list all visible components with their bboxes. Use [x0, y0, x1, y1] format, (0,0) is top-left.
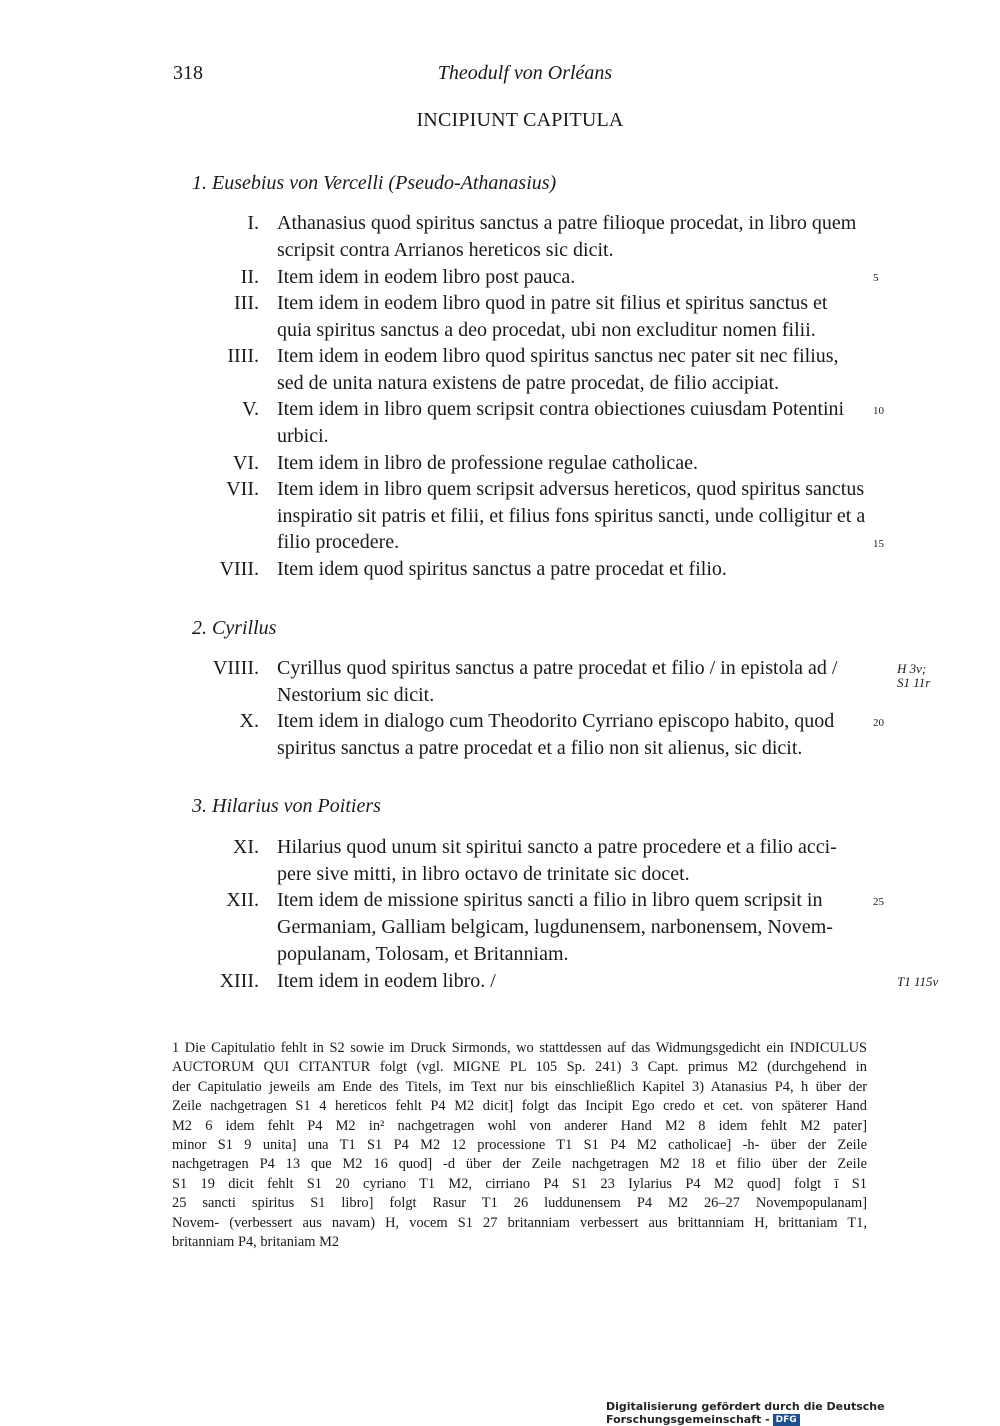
entry-number: XII. — [226, 889, 259, 911]
entry-number: II. — [240, 266, 259, 288]
entry-line: Item idem in eodem libro quod in patre sit filius et spiritus sanctus et — [277, 292, 828, 314]
line-number: 10 — [873, 405, 884, 417]
line-number: 25 — [873, 896, 884, 908]
entry-number: VII. — [226, 478, 259, 500]
entry-line: Item idem in eodem libro. / — [277, 970, 496, 992]
entry-line: pere sive mitti, in libro octavo de trinitate sic docet. — [277, 863, 690, 885]
digitization-credit — [606, 1400, 1000, 1426]
margin-note: H 3v; — [897, 661, 927, 676]
footnote-line: 25 sancti spiritus S1 libro] folgt Rasur T1 26 luddunensem P4 M2 26–27 Novempopulanam] — [172, 1195, 867, 1212]
section-heading: 2. Cyrillus — [192, 617, 277, 639]
footnote-line: 1 Die Capitulatio fehlt in S2 sowie im Druck Sirmonds, wo stattdessen auf das Widmungsgedicht ein INDICULUS — [172, 1040, 867, 1056]
entry-line: Item idem in eodem libro post pauca. — [277, 266, 576, 288]
entry-line: Hilarius quod unum sit spiritui sancto a patre procedere et a filio acci- — [277, 836, 837, 858]
margin-note: T1 115v — [897, 974, 939, 989]
entry-number: V. — [242, 398, 259, 420]
critical-apparatus — [172, 1039, 867, 1252]
entry-line: Germaniam, Galliam belgicam, lugdunensem, narbonensem, Novem- — [277, 916, 833, 938]
line-number: 20 — [873, 717, 884, 729]
entry-line: spiritus sanctus a patre procedat et a filio non sit alienus, sic dicit. — [277, 737, 803, 759]
entry-number: XI. — [232, 836, 259, 858]
entry-number: III. — [234, 292, 259, 314]
entry-line: Item idem in dialogo cum Theodorito Cyrriano episcopo habito, quod — [277, 710, 835, 732]
entry-line: filio procedere. — [277, 531, 400, 553]
footnote-line: der Capitulatio jeweils am Ende des Titels, im Text nur bis einschließlich Kapitel 3) Atanasius P4, h über der — [172, 1078, 867, 1095]
section-heading: 3. Hilarius von Poitiers — [192, 795, 381, 817]
footnote-line: M2 6 idem fehlt P4 M2 in² nachgetragen wohl von anderer Hand M2 8 idem fehlt M2 pater] — [172, 1117, 867, 1134]
footnote-line: minor S1 9 unita] una T1 S1 P4 M2 12 processione T1 S1 P4 M2 catholicae] -h- über der Zeile — [172, 1137, 867, 1154]
entry-line: scripsit contra Arrianos hereticos sic dicit. — [277, 239, 614, 261]
footnote-line: britanniam P4, britaniam M2 — [172, 1234, 340, 1251]
entry-line: Item idem in eodem libro quod spiritus sanctus nec pater sit nec filius, — [277, 345, 839, 367]
line-number: 15 — [873, 538, 884, 550]
page-number: 318 — [173, 62, 203, 84]
entry-number: XIII. — [219, 970, 259, 992]
margin-note: S1 11r — [897, 675, 931, 690]
entry-line: Nestorium sic dicit. — [277, 684, 435, 706]
entry-number: VIIII. — [212, 657, 259, 679]
footnote-line: Zeile nachgetragen S1 4 hereticos fehlt P4 M2 dicit] folgt das Incipit Ego credo et cet. von späterer Hand — [172, 1098, 867, 1115]
footnote-line: S1 19 dicit fehlt S1 20 cyriano T1 M2, cirriano P4 S1 23 Iylarius P4 M2 quod] folgt ī S1 — [172, 1175, 867, 1192]
footnote-line: AUCTORUM QUI CITANTUR folgt (vgl. MIGNE PL 105 Sp. 241) 3 Capt. primus M2 (durchgehend in — [172, 1059, 867, 1076]
entry-line: inspiratio sit patris et filii, et filius fons spiritus sancti, unde colligitur et a — [277, 505, 866, 527]
footnote-line: nachgetragen P4 13 que M2 16 quod] -d über der Zeile nachgetragen M2 18 et filio über der Zeile — [172, 1156, 867, 1173]
entry-line: Item idem in libro quem scripsit adversus hereticos, quod spiritus sanctus — [277, 478, 865, 500]
entry-line: Item idem de missione spiritus sancti a filio in libro quem scripsit in — [277, 889, 823, 911]
entry-number: X. — [239, 710, 259, 732]
section-heading: 1. Eusebius von Vercelli (Pseudo-Athanasius) — [192, 172, 557, 194]
entry-line: sed de unita natura existens de patre procedat, de filio accipiat. — [277, 372, 780, 394]
entry-line: Athanasius quod spiritus sanctus a patre filioque procedat, in libro quem — [277, 212, 857, 234]
page-title: INCIPIUNT CAPITULA — [416, 109, 624, 131]
entry-line: urbici. — [277, 425, 329, 447]
credit-text: Digitalisierung gefördert durch die Deutsche Forschungsgemeinschaft - — [606, 1400, 885, 1426]
dfg-logo: DFG — [773, 1414, 800, 1426]
entry-number: IIII. — [227, 345, 259, 367]
entry-number: I. — [247, 212, 259, 234]
entry-line: Item idem in libro de professione regulae catholicae. — [277, 452, 698, 474]
entry-line: Cyrillus quod spiritus sanctus a patre procedat et filio / in epistola ad / — [277, 657, 838, 679]
entry-line: Item idem quod spiritus sanctus a patre procedat et filio. — [277, 558, 727, 580]
line-number: 5 — [873, 272, 879, 284]
entry-number: VIII. — [219, 558, 259, 580]
running-head: Theodulf von Orléans — [437, 62, 613, 84]
footnote-line: Novem- (verbessert aus navam) H, vocem S1 27 britanniam verbessert aus brittanniam H, brittaniam T1, — [172, 1214, 867, 1231]
entry-line: populanam, Tolosam, et Britanniam. — [277, 943, 569, 965]
entry-line: quia spiritus sanctus a deo procedat, ubi non excluditur nomen filii. — [277, 319, 816, 341]
entry-line: Item idem in libro quem scripsit contra obiectiones cuiusdam Potentini — [277, 398, 845, 420]
entry-number: VI. — [232, 452, 259, 474]
